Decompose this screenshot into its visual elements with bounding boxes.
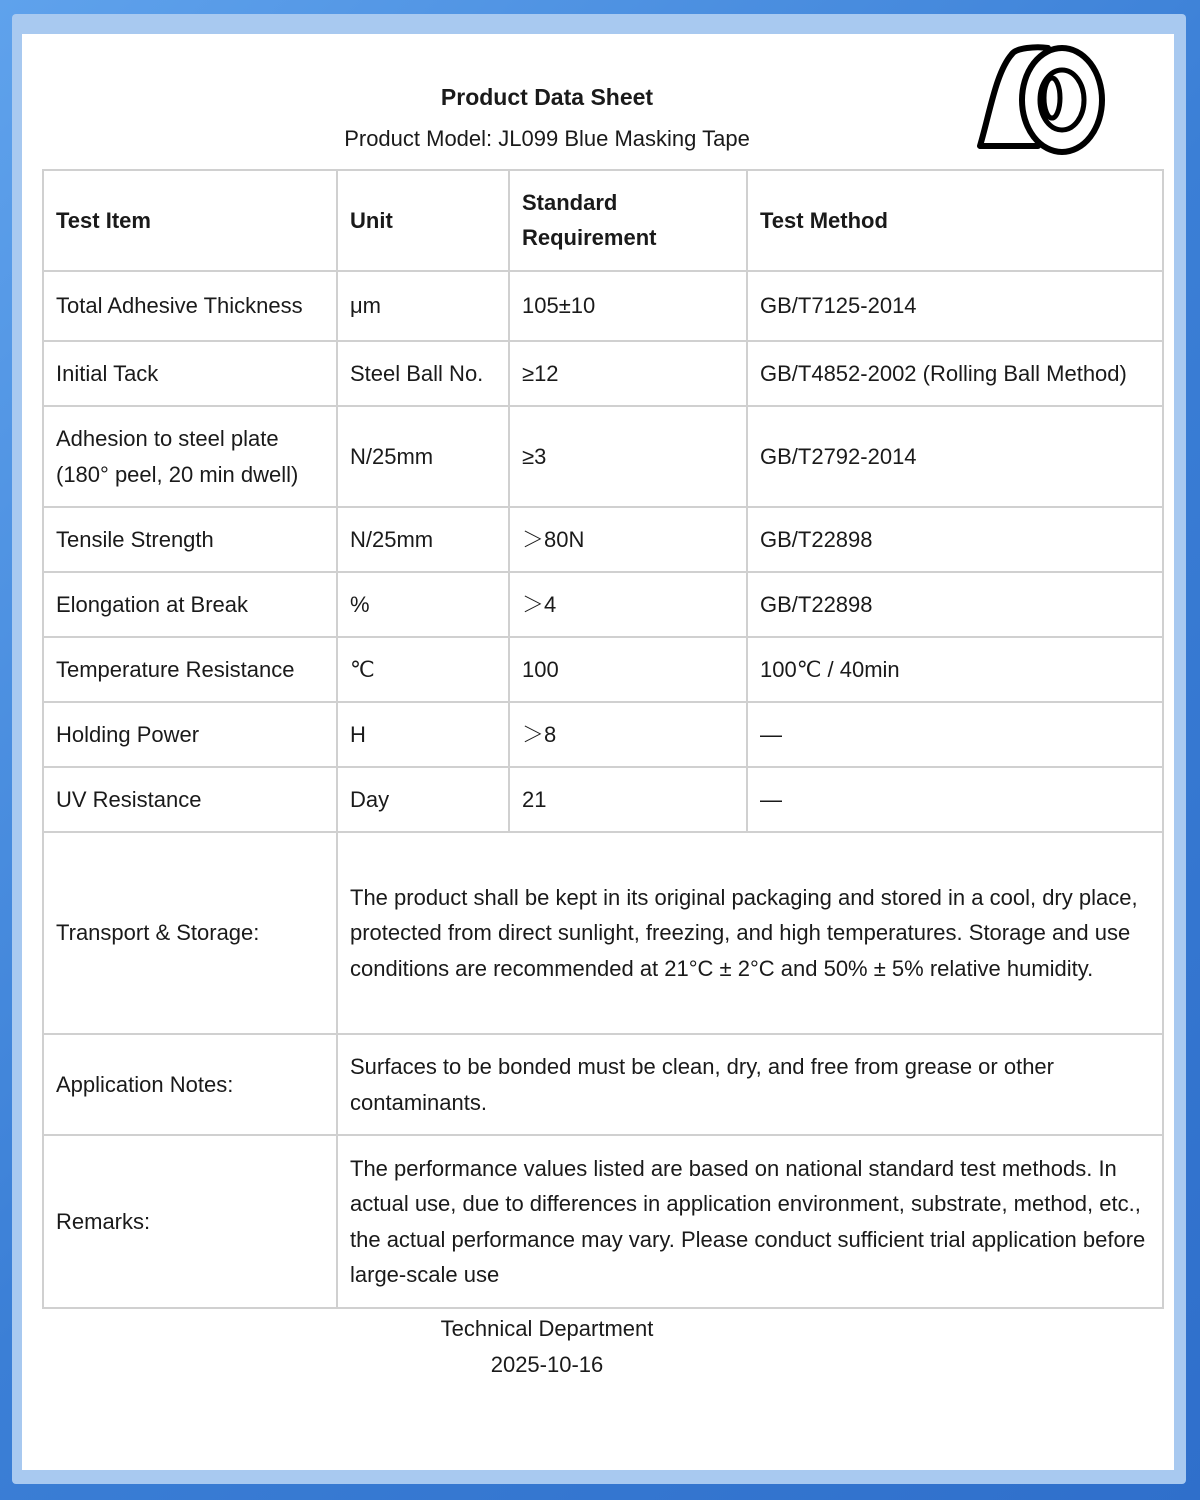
table-row [43, 702, 1163, 767]
table-row [43, 767, 1163, 832]
cell-test-item: Initial Tack [43, 341, 337, 406]
cell-test-method: GB/T22898 [747, 572, 1163, 637]
table-header-row [43, 170, 1163, 271]
cell-test-method: 100℃ / 40min [747, 637, 1163, 702]
header-unit: Unit [337, 170, 509, 271]
document-title: Product Data Sheet [440, 84, 654, 110]
tape-roll-icon [976, 42, 1108, 158]
cell-test-method: GB/T22898 [747, 507, 1163, 572]
notes-text: Surfaces to be bonded must be clean, dry, and free from grease or other contaminants. [337, 1034, 1163, 1135]
footer-date: 2025-10-16 [490, 1352, 604, 1377]
cell-test-method: GB/T2792-2014 [747, 406, 1163, 507]
cell-standard: ≥12 [509, 341, 747, 406]
notes-row-application [43, 1034, 1163, 1135]
cell-test-item: Holding Power [43, 702, 337, 767]
header-standard-requirement [509, 170, 747, 271]
cell-unit: H [337, 702, 509, 767]
cell-standard: ＞80N [509, 507, 747, 572]
notes-row-transport-storage [43, 832, 1163, 1034]
cell-test-item: Total Adhesive Thickness [43, 271, 337, 341]
cell-test-method: GB/T7125-2014 [747, 271, 1163, 341]
cell-test-method: — [747, 702, 1163, 767]
cell-test-item: Tensile Strength [43, 507, 337, 572]
cell-unit: N/25mm [337, 507, 509, 572]
table-row [43, 406, 1163, 507]
notes-label: Transport & Storage: [43, 832, 337, 1034]
cell-unit: N/25mm [337, 406, 509, 507]
cell-unit: % [337, 572, 509, 637]
cell-unit: ℃ [337, 637, 509, 702]
cell-unit: Steel Ball No. [337, 341, 509, 406]
cell-unit: Day [337, 767, 509, 832]
product-model: Product Model: JL099 Blue Masking Tape [344, 126, 750, 151]
notes-text: The product shall be kept in its original packaging and stored in a cool, dry place, protected from direct sunlight, freezing, and high temperatures. Storage and use conditions are recommended at 21°C ± 2°C and 50% ± 5% relative humidity. [337, 832, 1163, 1034]
table-row [43, 271, 1163, 341]
table-row [43, 637, 1163, 702]
specification-table [42, 169, 1164, 1309]
cell-test-item: Temperature Resistance [43, 637, 337, 702]
cell-standard: 100 [509, 637, 747, 702]
header-test-method: Test Method [747, 170, 1163, 271]
cell-standard: 21 [509, 767, 747, 832]
cell-test-item: Adhesion to steel plate (180° peel, 20 min dwell) [43, 406, 337, 507]
header-test-item: Test Item [43, 170, 337, 271]
table-row [43, 572, 1163, 637]
notes-text: The performance values listed are based on national standard test methods. In actual use, due to differences in application environment, substrate, method, etc., the actual performance may vary. Please conduct sufficient trial application before large-scale use [337, 1135, 1163, 1308]
cell-test-method: — [747, 767, 1163, 832]
notes-label: Application Notes: [43, 1034, 337, 1135]
cell-test-item: UV Resistance [43, 767, 337, 832]
cell-standard: ＞8 [509, 702, 747, 767]
cell-standard: 105±10 [509, 271, 747, 341]
cell-unit: μm [337, 271, 509, 341]
table-row [43, 341, 1163, 406]
cell-test-method: GB/T4852-2002 (Rolling Ball Method) [747, 341, 1163, 406]
cell-standard: ≥3 [509, 406, 747, 507]
header-standard-requirement-label: Standard Requirement [522, 190, 657, 250]
table-row [43, 507, 1163, 572]
notes-row-remarks [43, 1135, 1163, 1308]
cell-test-item: Elongation at Break [43, 572, 337, 637]
cell-standard: ＞4 [509, 572, 747, 637]
notes-label: Remarks: [43, 1135, 337, 1308]
footer-department: Technical Department [440, 1316, 654, 1341]
